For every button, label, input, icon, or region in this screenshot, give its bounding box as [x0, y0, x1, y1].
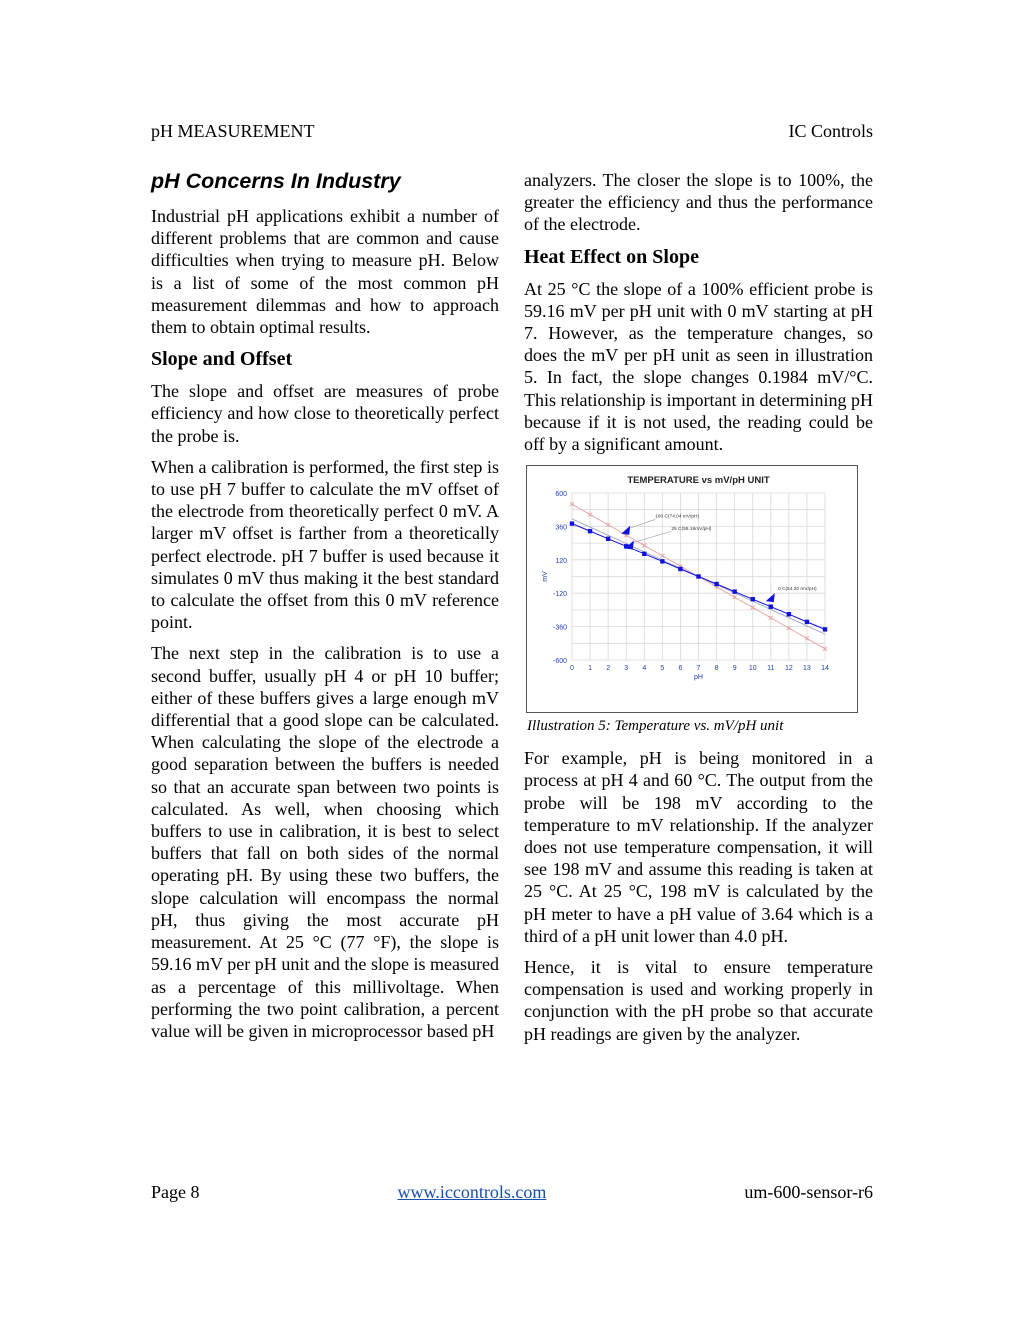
y-axis-label: mV	[542, 571, 549, 582]
data-point-marker	[714, 582, 718, 586]
website-link[interactable]: www.iccontrols.com	[397, 1182, 547, 1202]
x-tick-label: 8	[714, 665, 719, 673]
pointer-arrow	[766, 593, 775, 602]
example-paragraph: For example, pH is being monitored in a process at pH 4 and 60 °C. The output from the probe will be 198 mV according to the temperature to mV relationship. If the analyzer does not use temperature compensation, it will see 198 mV and assume this reading is taken at 25 °C. At 25 °C, 198 mV is calculated by the pH meter to have a pH value of 3.64 which is a third of a pH unit lower than 4.0 pH.	[524, 748, 873, 946]
data-point-marker	[696, 575, 700, 579]
document-code: um-600-sensor-r6	[744, 1182, 873, 1202]
x-tick-label: 14	[821, 665, 829, 673]
x-tick-label: 12	[784, 665, 793, 673]
page-header	[151, 121, 873, 142]
annotation-leader	[633, 532, 671, 543]
series-annotation: 0 C(54.20 mV/pH)	[778, 587, 817, 593]
y-tick-label: -120	[552, 591, 567, 599]
calibration-paragraph: When a calibration is performed, the first step is to use pH 7 buffer to calculate the mV offset of the electrode from theoretically perfect 0 mV. A larger mV offset is farther from a theoretically perfect electrode. pH 7 buffer is used because it simulates 0 mV thus making it the best standard to calculate the offset from this 0 mV reference point.	[151, 456, 499, 633]
conclusion-paragraph: Hence, it is vital to ensure temperature compensation is used and working properly in conjunction with the pH probe so that accurate pH readings are given by the analyzer.	[524, 957, 873, 1044]
x-tick-label: 0	[570, 665, 574, 673]
page-footer	[151, 1182, 873, 1203]
x-tick-label: 9	[732, 665, 737, 673]
data-point-marker	[570, 522, 574, 526]
x-tick-label: 13	[803, 665, 811, 673]
slope-offset-paragraph: The slope and offset are measures of probe efficiency and how close to theoretically perfect the probe is.	[151, 381, 499, 446]
data-point-marker	[805, 620, 809, 624]
data-point-marker	[751, 597, 755, 601]
x-tick-label: 5	[660, 665, 665, 673]
x-tick-label: 6	[678, 665, 683, 673]
y-tick-label: -600	[552, 658, 567, 666]
y-tick-label: -360	[552, 624, 567, 632]
data-point-marker	[642, 552, 646, 556]
section-title: pH Concerns In Industry	[151, 169, 401, 193]
pointer-arrow	[621, 526, 630, 535]
x-tick-label: 2	[606, 665, 611, 673]
data-point-marker	[660, 559, 664, 563]
x-tick-label: 11	[767, 665, 775, 673]
x-tick-label: 4	[642, 665, 647, 673]
intro-paragraph: Industrial pH applications exhibit a number of different problems that are common and cause difficulties when trying to measure pH. Below is a list of some of the most common pH measurement dilemmas and how to approach them to obtain optimal results.	[151, 206, 499, 338]
heat-effect-heading: Heat Effect on Slope	[524, 245, 699, 268]
left-column	[151, 168, 499, 1051]
x-tick-label: 10	[748, 665, 757, 673]
series-annotation: 25 C(59.16mV/pH)	[671, 527, 712, 533]
data-point-marker	[732, 590, 736, 594]
right-column	[524, 169, 873, 1054]
x-tick-label: 1	[588, 665, 593, 673]
data-point-marker	[787, 612, 791, 616]
data-point-marker	[606, 537, 610, 541]
data-point-marker	[769, 605, 773, 609]
header-section-title: pH MEASUREMENT	[151, 121, 315, 141]
heat-effect-paragraph: At 25 °C the slope of a 100% efficient probe is 59.16 mV per pH unit with 0 mV starting at pH 7. However, as the temperature changes, so does the mV per pH unit as seen in illustration 5. In fact, the slope changes 0.1984 mV/°C. This relationship is important in determining pH because if it is not used, the reading could be off by a significant amount.	[524, 278, 873, 455]
chart-figure	[526, 465, 858, 713]
slope-offset-heading: Slope and Offset	[151, 348, 293, 371]
figure-caption: Illustration 5: Temperature vs. mV/pH unit	[527, 718, 784, 735]
y-tick-label: 360	[555, 524, 567, 532]
header-company: IC Controls	[788, 121, 873, 141]
second-buffer-paragraph: The next step in the calibration is to use a second buffer, usually pH 4 or pH 10 buffer; either of these buffers gives a large enough mV differential that a good slope can be calculated. When calculating the slope of the electrode a good separation between the buffers is needed so that an accurate span between two points is calculated. As well, when choosing which buffers to use in calibration, it is best to select buffers that fall on both sides of the normal operating pH. By using these two buffers, the slope calculation will encompass the normal pH, thus giving the most accurate pH measurement. At 25 °C (77 °F), the slope is 59.16 mV per pH unit and the slope is measured as a percentage of this millivoltage. When performing the two point calibration, a percent value will be given in microprocessor based pH	[151, 643, 499, 1041]
series-annotation: 100 C(74.04 mV/pH)	[655, 514, 700, 520]
temperature-mv-chart	[527, 466, 857, 712]
page-number: Page 8	[151, 1182, 200, 1202]
y-tick-label: 600	[555, 491, 567, 499]
data-point-marker	[678, 567, 682, 571]
x-axis-label: pH	[694, 674, 703, 682]
data-point-marker	[588, 529, 592, 533]
y-tick-label: 120	[555, 558, 567, 566]
x-tick-label: 7	[696, 665, 701, 673]
x-tick-label: 3	[624, 665, 629, 673]
continued-paragraph: analyzers. The closer the slope is to 100%, the greater the efficiency and thus the performance of the electrode.	[524, 170, 873, 235]
chart-title: TEMPERATURE vs mV/pH UNIT	[627, 475, 770, 487]
data-point-marker	[823, 627, 827, 631]
